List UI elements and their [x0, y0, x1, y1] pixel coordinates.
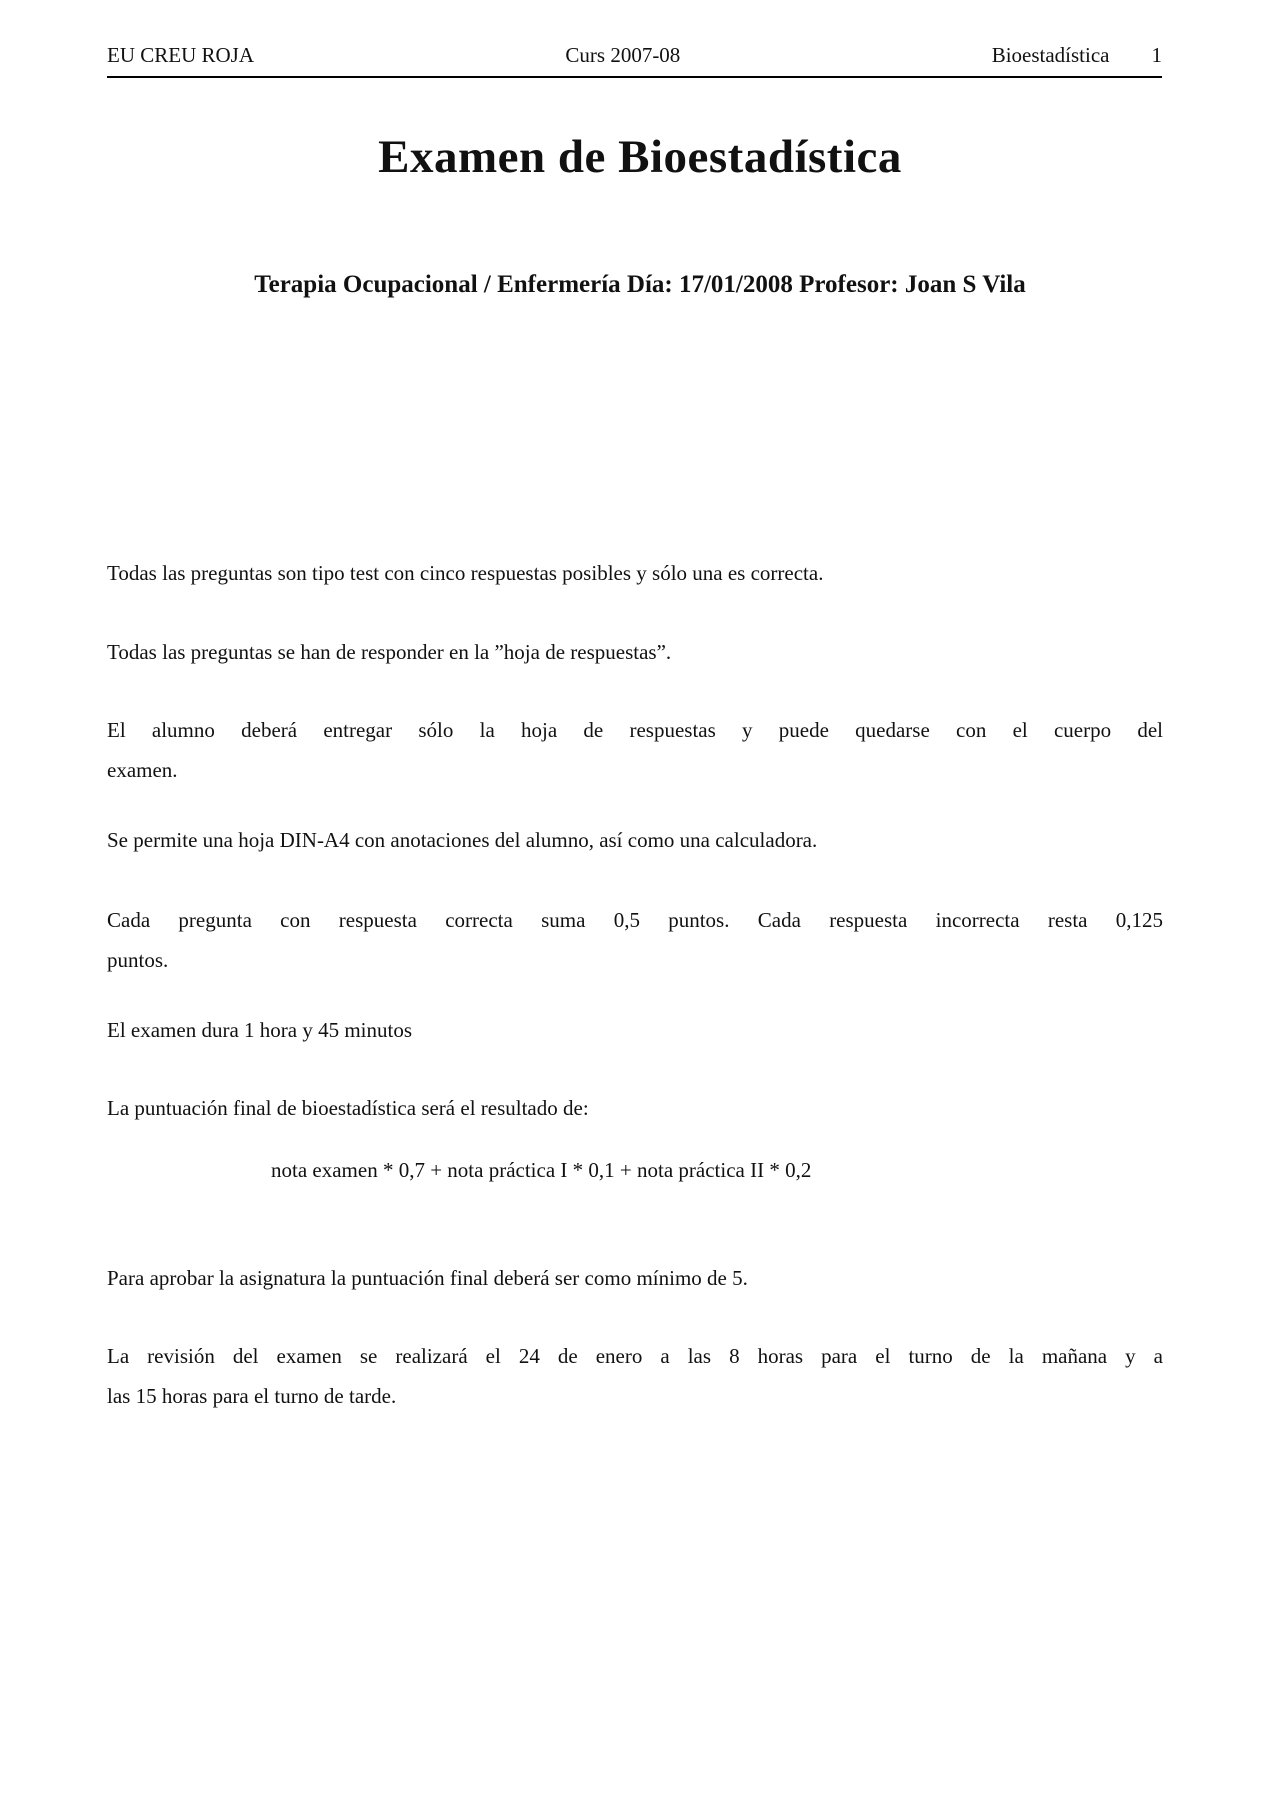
paragraph-duration	[107, 1010, 1163, 1050]
paragraph-line: La revisión del examen se realizará el 24 de enero a las 8 horas para el turno de la mañana y a	[107, 1344, 1163, 1368]
paragraph-pass-requirement	[107, 1258, 1163, 1298]
paragraph-line: Todas las preguntas son tipo test con cinco respuestas posibles y sólo una es correcta.	[107, 561, 824, 585]
header-right-group	[992, 42, 1162, 68]
paragraph-line: Para aprobar la asignatura la puntuación final deberá ser como mínimo de 5.	[107, 1266, 748, 1290]
subtitle-block	[0, 265, 1280, 304]
grade-formula: nota examen * 0,7 + nota práctica I * 0,1 + nota práctica II * 0,2	[271, 1158, 812, 1182]
subtitle-professor: Profesor: Joan S Vila	[799, 271, 1026, 298]
header-subject: Bioestadística	[991, 43, 1110, 67]
paragraph-line: Cada pregunta con respuesta correcta suma 0,5 puntos. Cada respuesta incorrecta resta 0,125	[107, 908, 1163, 932]
paragraph-instructions-2	[107, 632, 1163, 672]
header-course-term: Curs 2007-08	[565, 43, 681, 67]
paragraph-line: La puntuación final de bioestadística será el resultado de:	[107, 1096, 589, 1120]
page-number: 1	[1151, 43, 1162, 67]
subtitle-date: Día: 17/01/2008	[626, 271, 793, 298]
paragraph-scoring	[107, 900, 1163, 980]
paragraph-line: examen.	[107, 758, 178, 782]
paragraph-line: puntos.	[107, 948, 169, 972]
paragraph-review-schedule	[107, 1336, 1163, 1416]
paragraph-instructions-4	[107, 820, 1163, 860]
subtitle-program: Terapia Ocupacional / Enfermería	[254, 271, 621, 298]
page-header	[107, 42, 1162, 78]
paragraph-line: El examen dura 1 hora y 45 minutos	[107, 1018, 413, 1042]
paragraph-line: Todas las preguntas se han de responder en la ”hoja de respuestas”.	[107, 640, 672, 664]
header-institution: EU CREU ROJA	[107, 43, 255, 67]
paragraph-line: las 15 horas para el turno de tarde.	[107, 1384, 397, 1408]
paragraph-instructions-3	[107, 710, 1163, 790]
paragraph-line: El alumno deberá entregar sólo la hoja de respuestas y puede quedarse con el cuerpo del	[107, 718, 1163, 742]
document-title: Examen de Bioestadística	[378, 131, 902, 184]
paragraph-line: Se permite una hoja DIN-A4 con anotaciones del alumno, así como una calculadora.	[107, 828, 818, 852]
paragraph-final-grade-intro	[107, 1088, 1163, 1128]
paragraph-instructions-1	[107, 553, 1163, 593]
